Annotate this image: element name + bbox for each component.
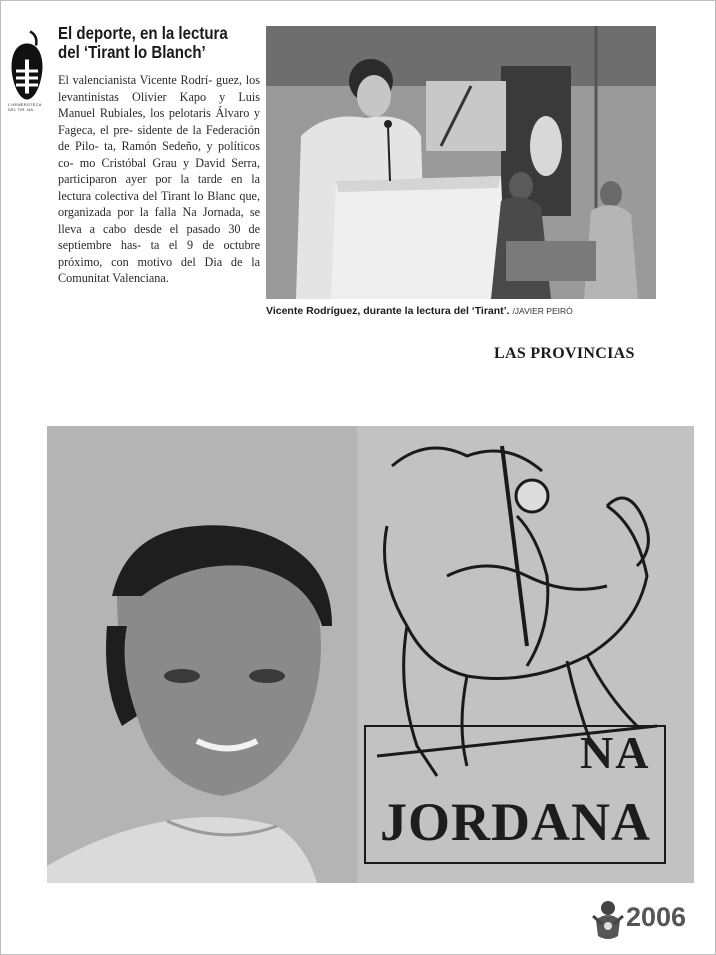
logo-caption: L'HEMEROTECA DEL TIR. NA' — [8, 102, 42, 112]
article-body — [58, 72, 260, 287]
photo-credit: /JAVIER PEIRÓ — [512, 306, 573, 316]
body-line: mo Cristóbal Grau y David Serra, — [79, 155, 261, 170]
banner-text-na: NA — [580, 727, 651, 778]
body-line: El valencianista Vicente Rodrí- — [58, 73, 213, 87]
headline-line-1: El deporte, en la lectura — [58, 23, 228, 43]
body-line: el pasado 30 de septiembre has- — [58, 221, 260, 252]
banner-text-jordana: JORDANA — [380, 792, 651, 852]
body-line: sidente de la Federación de Pilo- — [58, 122, 261, 153]
article-photo — [266, 26, 656, 299]
body-line: ta, Ramón Sedeño, y políticos co- — [58, 139, 261, 170]
edition-year: 2006 — [626, 902, 687, 932]
body-line: motivo del Dia de la Comunitat — [58, 254, 260, 285]
headline-line-2: del ‘Tirant lo Blanch’ — [58, 42, 206, 62]
body-line: Kapo y Luis Manuel Rubiales, los — [58, 89, 260, 120]
body-line: Na Jornada, se lleva a cabo desde — [58, 205, 260, 236]
body-line: participaron ayer por la tarde en — [58, 172, 243, 186]
body-line: Blanc que, organizada por la falla — [58, 188, 261, 219]
body-line: la lectura colectiva del Tirant lo — [58, 172, 260, 203]
body-line: pelotaris Álvaro y Fageca, el pre- — [58, 106, 260, 137]
body-line: guez, los levantinistas Olivier — [58, 73, 260, 104]
newspaper-name: LAS PROVINCIAS — [494, 345, 635, 362]
article-headline — [58, 24, 239, 62]
caption-text: Vicente Rodríguez, durante la lectura del ‘Tirant’. — [266, 305, 510, 317]
falla-emblem-icon — [590, 898, 626, 940]
body-line: ta el 9 de octubre próximo, con — [58, 238, 261, 269]
photo-caption — [266, 305, 666, 317]
body-line: Valenciana. — [112, 271, 169, 285]
